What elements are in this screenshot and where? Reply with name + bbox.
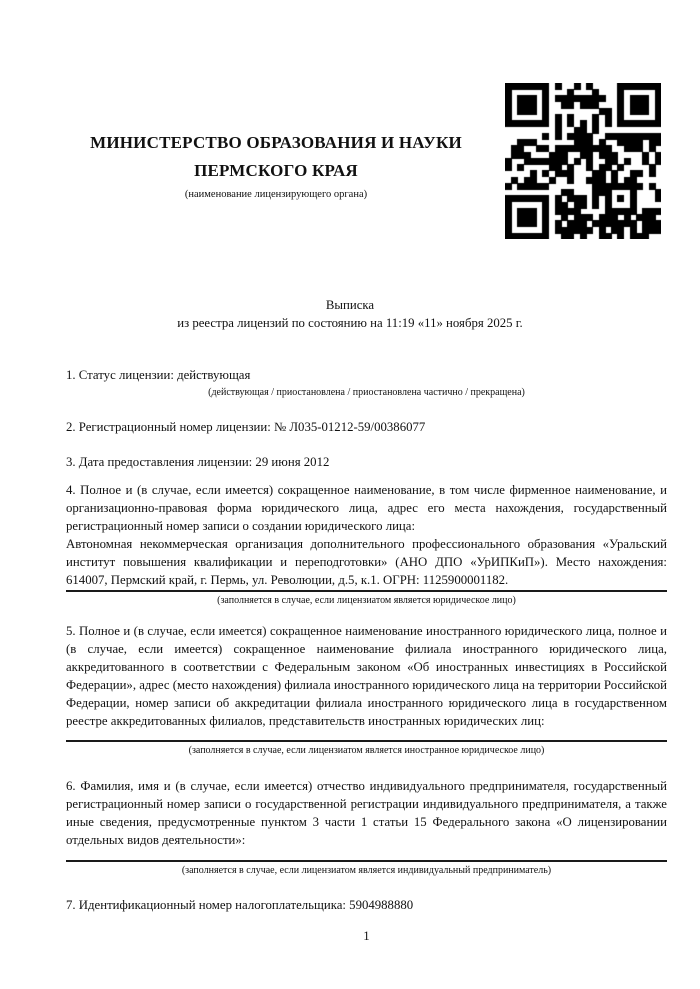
entrepreneur-divider (66, 860, 667, 862)
item-1-license-status: 1. Статус лицензии: действующая (66, 368, 251, 382)
extract-title: Выписка (325, 298, 375, 312)
authority-caption: (наименование лицензирующего органа) (184, 189, 368, 200)
extract-title-block (0, 296, 700, 332)
item-4-legal-entity-value: Автономная некоммерческая организация дополнительного профессионального образования «Уральский институт повышения квалификации и переподготовки» (АНО ДПО «УрИПКиП»). Место нахождения: 614007, Пермский край, г. Пермь, ул. Революции, д.5, к.1. ОГРН: 1125900001182. (66, 537, 667, 587)
foreign-entity-caption: (заполняется в случае, если лицензиатом является иностранное юридическое лицо) (188, 745, 545, 756)
extract-date-line: из реестра лицензий по состоянию на 11:19 «11» ноября 2025 г. (177, 316, 523, 330)
legal-entity-caption: (заполняется в случае, если лицензиатом является юридическое лицо) (217, 595, 516, 606)
foreign-entity-divider (66, 740, 667, 742)
legal-entity-divider (66, 590, 667, 592)
qr-code (505, 83, 661, 239)
item-4-legal-entity-label: 4. Полное и (в случае, если имеется) сокращенное наименование, в том числе фирменное наименование, и организационно-правовая форма юридического лица, адрес его места нахождения, государственный регистрационный номер записи о создании юридического лица: (66, 483, 667, 533)
page-number: 1 (363, 929, 370, 943)
authority-name-line2: ПЕРМСКОГО КРАЯ (194, 161, 358, 180)
item-5-foreign-entity-label: 5. Полное и (в случае, если имеется) сокращенное наименование иностранного юридического лица, полное и (в случае, если имеется) сокращенное наименование филиала иностранного юридического лица, аккредитованного в соответствии с Федеральным законом «Об иностранных инвестициях в Российской Федерации», адрес (место нахождения) филиала иностранного юридического лица на территории Российской Федерации, номер записи об аккредитации филиала иностранного юридического лица в государственном реестре аккредитованных филиалов, представительств иностранных юридических лиц: (66, 624, 667, 728)
item-6-entrepreneur-label: 6. Фамилия, имя и (в случае, если имеется) отчество индивидуального предпринимателя, государственный регистрационный номер записи о государственной регистрации индивидуального предпринимателя, а также иные сведения, предусмотренные пунктом 3 части 1 статьи 15 Федерального закона «О лицензировании отдельных видов деятельности»: (66, 779, 667, 847)
item-1-status-options-caption: (действующая / приостановлена / приостановлена частично / прекращена) (208, 387, 525, 398)
item-2-registration-number: 2. Регистрационный номер лицензии: № Л035-01212-59/00386077 (66, 420, 426, 434)
authority-name-line1: МИНИСТЕРСТВО ОБРАЗОВАНИЯ И НАУКИ (90, 133, 462, 152)
item-7-taxpayer-id: 7. Идентификационный номер налогоплательщика: 5904988880 (66, 898, 414, 912)
item-3-license-grant-date: 3. Дата предоставления лицензии: 29 июня 2012 (66, 455, 330, 469)
licensing-authority-header (56, 129, 496, 201)
entrepreneur-caption: (заполняется в случае, если лицензиатом является индивидуальный предприниматель) (181, 865, 552, 876)
